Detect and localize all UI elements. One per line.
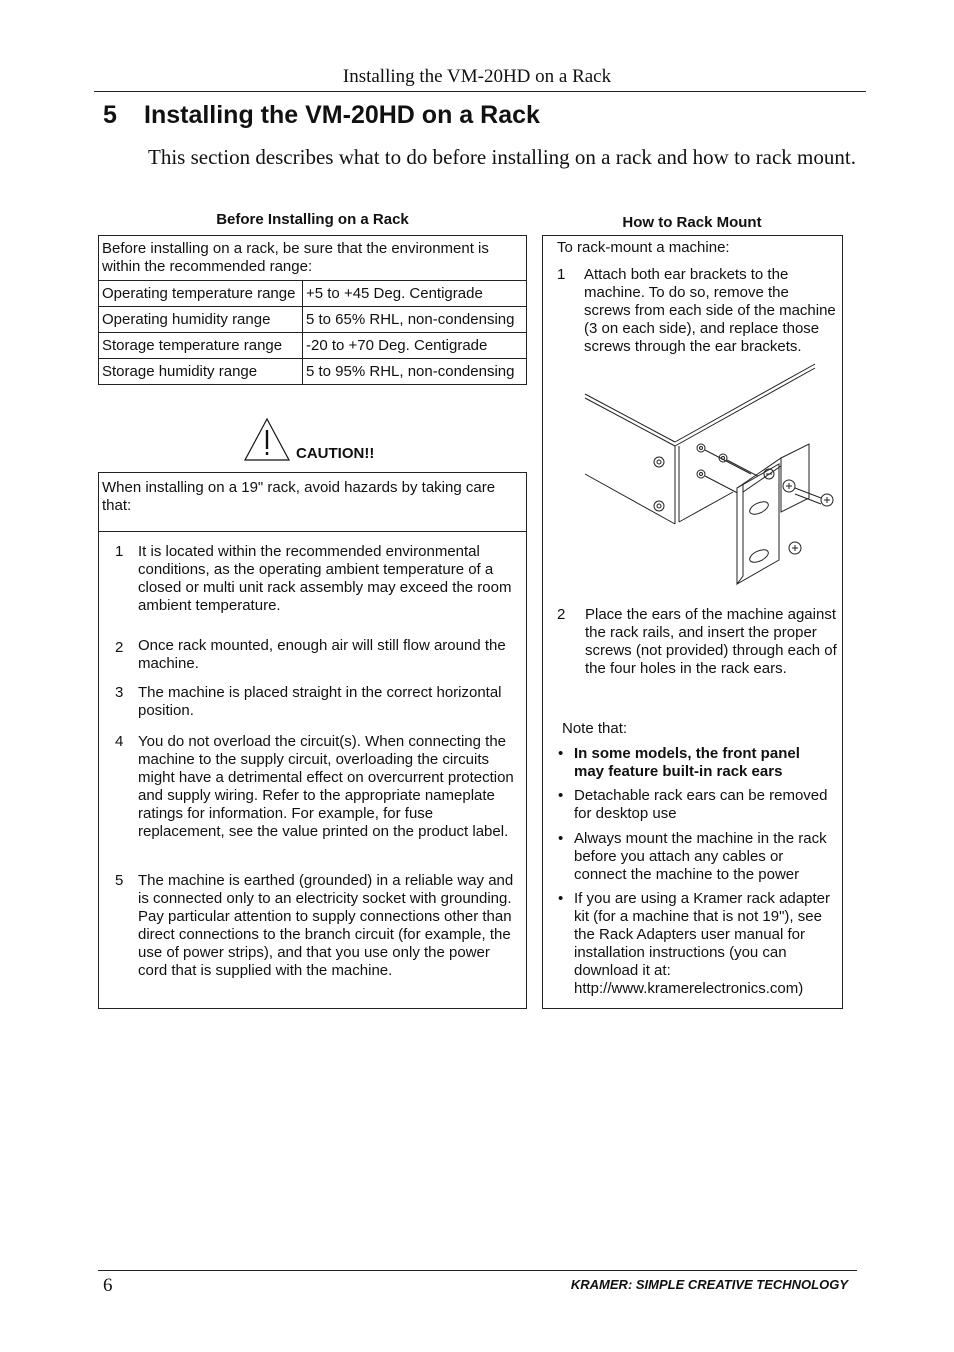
- bullet-icon: •: [558, 830, 564, 847]
- rack-mount-intro: To rack-mount a machine:: [557, 239, 730, 256]
- list-number: 2: [557, 606, 566, 623]
- list-number: 4: [115, 733, 124, 750]
- table-cell-label: Storage temperature range: [99, 333, 303, 359]
- table-row: [99, 359, 527, 385]
- list-text: Once rack mounted, enough air will still flow around the machine.: [138, 637, 506, 672]
- list-text: Detachable rack ears can be removed for desktop use: [574, 787, 828, 822]
- table-row: [99, 281, 527, 307]
- bullet-icon: •: [558, 787, 564, 804]
- section-title: Installing the VM-20HD on a Rack: [144, 101, 540, 129]
- table-cell-value: 5 to 95% RHL, non-condensing: [303, 359, 527, 385]
- running-header: Installing the VM-20HD on a Rack: [342, 66, 612, 87]
- table-row: [99, 333, 527, 359]
- page-number: 6: [103, 1275, 113, 1296]
- list-text: Always mount the machine in the rack before you attach any cables or connect the machine to the power: [574, 830, 827, 883]
- list-number: 5: [115, 872, 124, 889]
- environment-table-intro: Before installing on a rack, be sure that the environment is within the recommended range:: [99, 236, 527, 281]
- list-text: The machine is earthed (grounded) in a reliable way and is connected only to an electricity socket with grounding. Pay particular attention to supply connections other than direct connections to the branch circuit (for example, the use of power strips), and that you use only the power cord that is supplied with the machine.: [138, 872, 514, 979]
- list-text: The machine is placed straight in the correct horizontal position.: [138, 684, 502, 719]
- warning-triangle-icon: [243, 417, 291, 463]
- environment-table: [98, 235, 527, 385]
- rack-mount-caption: How to Rack Mount: [622, 214, 762, 231]
- bullet-icon: •: [558, 745, 564, 762]
- list-text: It is located within the recommended environmental conditions, as the operating ambient temperature of a closed or multi unit rack assembly may exceed the room ambient temperature.: [138, 543, 512, 614]
- list-number: 2: [115, 639, 124, 656]
- table-cell-value: -20 to +70 Deg. Centigrade: [303, 333, 527, 359]
- list-text: You do not overload the circuit(s). When connecting the machine to the supply circuit, overloading the circuits might have a detrimental effect on overcurrent protection and supply wiring. Refer to the appropriate nameplate ratings for information. For example, for fuse replacement, see the value printed on the product label.: [138, 733, 514, 840]
- table-row: [99, 307, 527, 333]
- caution-label: CAUTION!!: [296, 445, 375, 462]
- bullet-icon: •: [558, 890, 564, 907]
- list-number: 3: [115, 684, 124, 701]
- list-number: 1: [557, 266, 566, 283]
- rack-ear-illustration: [583, 362, 837, 590]
- footer-brand: KRAMER: SIMPLE CREATIVE TECHNOLOGY: [570, 1277, 848, 1292]
- section-number: 5: [103, 101, 117, 129]
- table-cell-value: 5 to 65% RHL, non-condensing: [303, 307, 527, 333]
- list-number: 1: [115, 543, 124, 560]
- note-label: Note that:: [562, 720, 628, 737]
- table-cell-label: Operating humidity range: [99, 307, 303, 333]
- table-cell-label: Operating temperature range: [99, 281, 303, 307]
- caution-box: [98, 472, 527, 1009]
- before-install-caption: Before Installing on a Rack: [216, 211, 409, 228]
- list-text: Attach both ear brackets to the machine. To do so, remove the screws from each side of the machine (3 on each side), and replace those screws through the ear brackets.: [584, 266, 836, 355]
- header-rule: [94, 91, 866, 92]
- rack-mount-box: [542, 235, 843, 1009]
- section-heading: [103, 101, 540, 130]
- caution-divider: [99, 531, 526, 532]
- caution-intro: When installing on a 19" rack, avoid hazards by taking care that:: [102, 479, 496, 514]
- table-row: [99, 236, 527, 281]
- table-cell-label: Storage humidity range: [99, 359, 303, 385]
- table-cell-value: +5 to +45 Deg. Centigrade: [303, 281, 527, 307]
- list-text: If you are using a Kramer rack adapter kit (for a machine that is not 19"), see the Rack Adapters user manual for installation instructions (you can download it at: http://www.kramerelectronics.com): [574, 890, 830, 997]
- list-text: Place the ears of the machine against the rack rails, and insert the proper screws (not provided) through each of the four holes in the rack ears.: [585, 606, 837, 677]
- list-text: In some models, the front panel may feature built-in rack ears: [574, 745, 800, 780]
- footer-rule: [98, 1270, 857, 1271]
- section-intro: This section describes what to do before installing on a rack and how to rack mount.: [148, 145, 856, 169]
